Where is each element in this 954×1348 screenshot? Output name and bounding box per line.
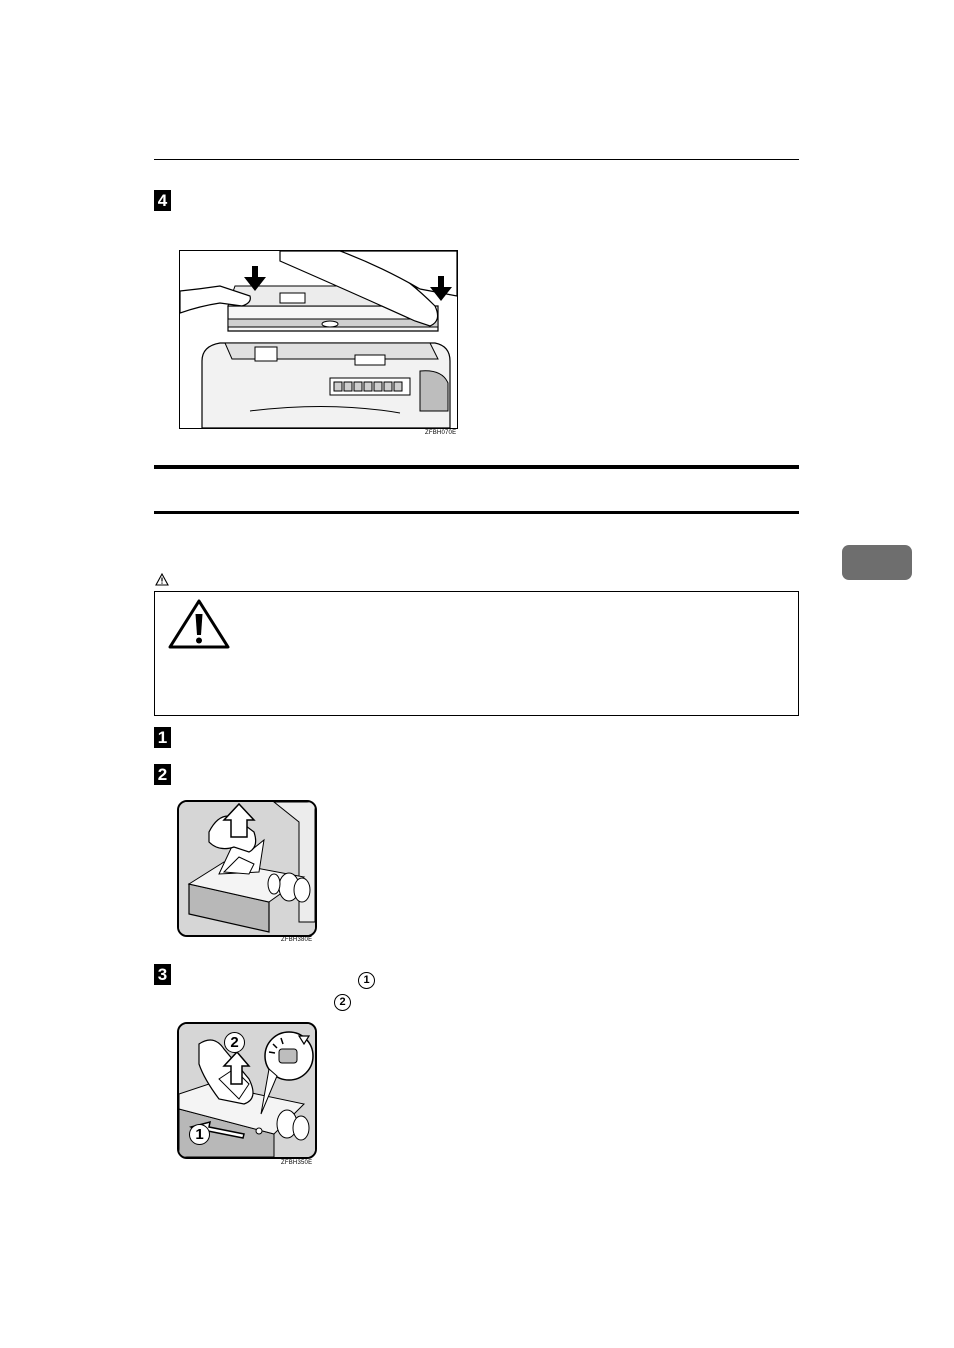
illustration-hands-closing-unit xyxy=(180,251,457,428)
section-rule-bottom xyxy=(154,511,799,514)
callout-1-icon: 1 xyxy=(358,972,375,989)
step-2-marker: 2 xyxy=(154,764,171,785)
exclamation-triangle-icon xyxy=(167,598,231,650)
figure-label-1: 1 xyxy=(189,1124,210,1145)
figure-code-1: ZFBH070E xyxy=(425,430,457,436)
step-1-marker: 1 xyxy=(154,727,171,748)
illustration-pull-paper-up xyxy=(179,802,315,935)
section-rule-top xyxy=(154,465,799,469)
figure-slide-and-remove xyxy=(177,1022,317,1159)
step-3-marker: 3 xyxy=(154,964,171,985)
caution-box xyxy=(154,591,799,716)
figure-remove-paper xyxy=(177,800,317,937)
figure-code-3: ZFBH350E xyxy=(281,1160,313,1166)
header-rule xyxy=(154,159,799,160)
callout-2-icon: 2 xyxy=(334,994,351,1011)
warning-triangle-icon xyxy=(155,573,169,586)
figure-label-2: 2 xyxy=(224,1032,245,1053)
step-4-marker: 4 xyxy=(154,190,171,211)
figure-close-top-unit xyxy=(179,250,458,429)
chapter-tab xyxy=(842,545,912,580)
figure-code-2: ZFBH380E xyxy=(281,937,313,943)
